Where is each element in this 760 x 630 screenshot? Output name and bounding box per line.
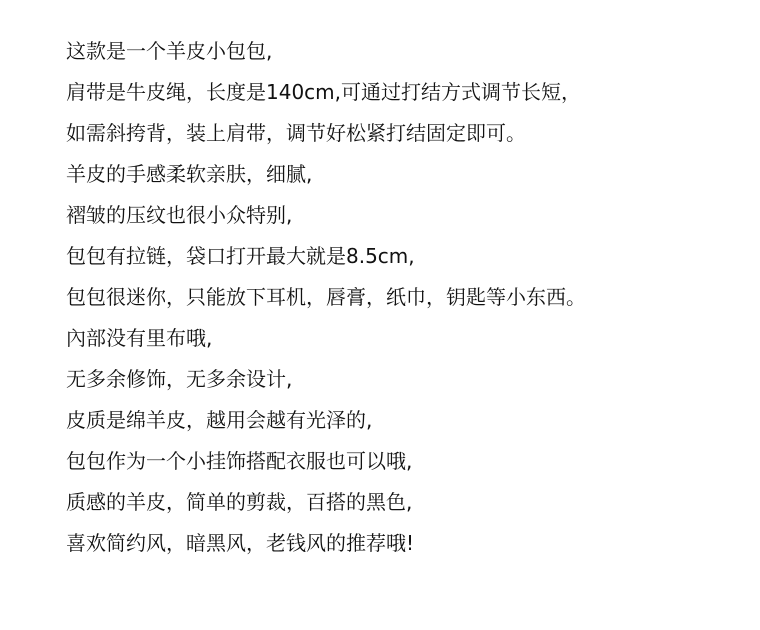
- description-line: 无多余修饰，无多余设计,: [66, 367, 293, 391]
- description-line: 內部没有里布哦,: [66, 326, 213, 350]
- description-line: 肩带是牛皮绳，长度是140cm,可通过打结方式调节长短，: [66, 80, 582, 104]
- description-line: 包包有拉链，袋口打开最大就是8.5cm,: [66, 244, 415, 268]
- description-line: 这款是一个羊皮小包包,: [66, 39, 273, 63]
- description-line: 皮质是绵羊皮，越用会越有光泽的,: [66, 408, 373, 432]
- description-line: 如需斜挎背，装上肩带，调节好松紧打结固定即可。: [66, 121, 526, 145]
- description-line: 羊皮的手感柔软亲肤，细腻,: [66, 162, 313, 186]
- description-line: 喜欢简约风，暗黑风，老钱风的推荐哦!: [66, 531, 415, 555]
- description-line: 包包很迷你，只能放下耳机，唇膏，纸巾，钥匙等小东西。: [66, 285, 586, 309]
- description-line: 褶皱的压纹也很小众特别,: [66, 203, 293, 227]
- description-line: 包包作为一个小挂饰搭配衣服也可以哦,: [66, 449, 413, 473]
- description-line: 质感的羊皮，简单的剪裁，百搭的黑色,: [66, 490, 413, 514]
- product-description: [66, 36, 746, 569]
